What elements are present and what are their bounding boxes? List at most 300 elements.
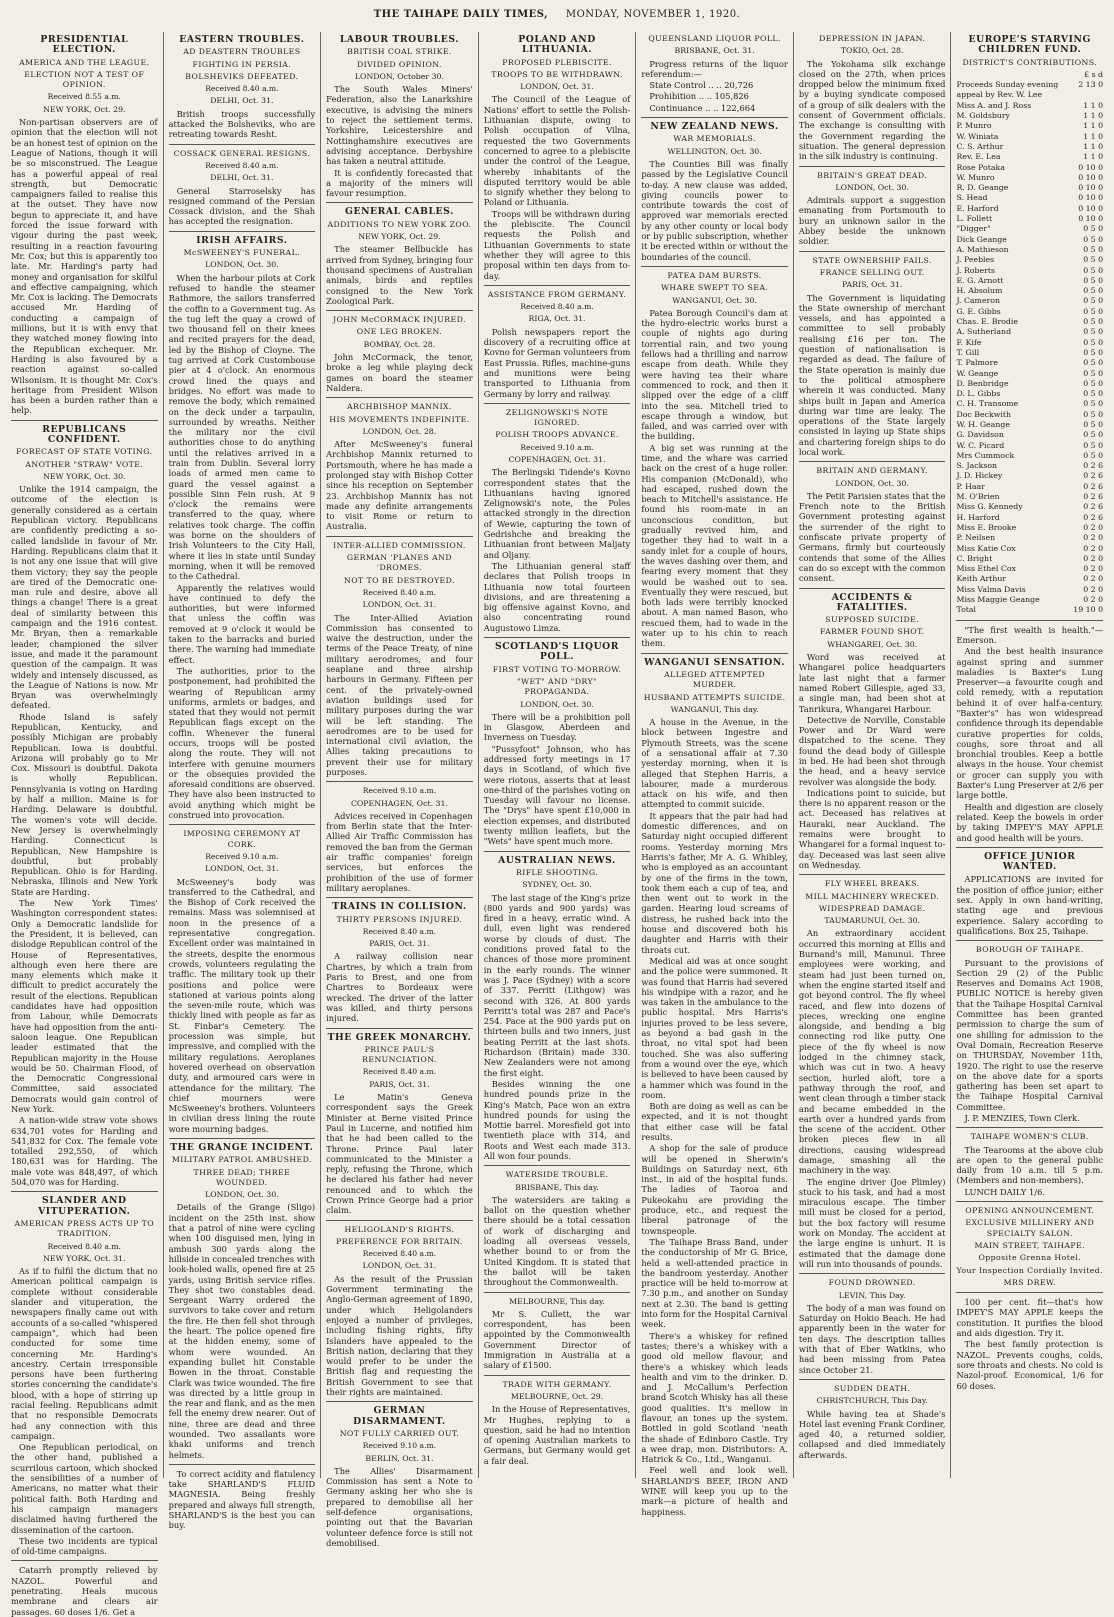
article-paragraph: While having tea at Shade's Hotel last evening Frank Cordiner, aged 40, a returned soldier, collapsed and died immediately afterwards. [798, 1408, 946, 1460]
article-subheading: INTER-ALLIED COMMISSION. [333, 540, 466, 550]
article-paragraph: The Tearooms at the above club are open to the general public daily from 10 a.m. till 5 p.m. (Members and non-members). [956, 1144, 1104, 1186]
contributor-name: Miss Katie Cox [956, 543, 1016, 553]
dateline: PARIS, Oct. 31. [369, 939, 430, 949]
ledger-row [956, 80, 1103, 101]
article [956, 35, 1103, 616]
article-paragraph: "Pussyfoot" Johnson, who has addressed forty meetings in 17 days in Scotland, of which five were riotous, asserts that at least one-third of the parishes voting on Tuesday will favour no license. The "Drys" have spent £10,000 in election expenses, and distributed twenty million leaflets, but the "Wets" have spent much more. [483, 743, 631, 847]
article-subheading: HUSBAND ATTEMPTS SUICIDE. [643, 692, 786, 702]
issue-date: MONDAY, NOVEMBER 1, 1920. [565, 9, 741, 20]
article-headline: TRAINS IN COLLISION. [332, 901, 467, 913]
contributor-name: T. Palmore [956, 358, 998, 368]
article-subheading: FIGHTING IN PERSIA. [192, 59, 292, 69]
dateline: PARIS, Oct. 31. [841, 280, 903, 290]
contributor-name: W. C. Picard [956, 440, 1005, 450]
divider-rule [956, 1292, 1103, 1293]
contribution-amount: 1 1 0 [1083, 111, 1104, 121]
article-subheading: TAIHAPE WOMEN'S CLUB. [970, 1132, 1089, 1142]
contributor-name: P. Munro [956, 121, 992, 131]
contribution-amount: 0 2 0 [1083, 543, 1104, 553]
contributor-name: C. H. Transome [956, 399, 1019, 409]
article-paragraph: APPLICATIONS are invited for the position of office junior; either sex. Apply in own hand-writing, stating age and previous experience. Salary according to qualifications. Box 25, Taihape. [956, 874, 1104, 936]
ledger-row [956, 317, 1103, 327]
divider-rule [956, 847, 1103, 848]
article-paragraph: As the result of the Prussian Government terminating the Anglo-German agreement of 1890, under which Heligolanders enjoyed a number of privileges, including fishing rights, fifty Islanders have appealed to the British nation, declaring that they would prefer to be under the British flag and requesting the British Government to see that their rights are maintained. [326, 1273, 473, 1398]
article-paragraph: Le Matin's Geneva correspondent says the Greek Minister at Berne visited Prince Paul in Lucerne, and notified him that he had been called to the Throne. Prince Paul later communicated to the Minister a reply, refusing the Throne, which he declared his father had never renounced and to which the Crown Prince George had a prior claim. [326, 1092, 473, 1216]
dateline: DELHI, Oct. 31. [210, 173, 274, 183]
column [951, 32, 1108, 1478]
article-paragraph: And the best health insurance against spring and summer maladies is Baxter's Lung Preserver—a favourite cough and cold remedy, with a reputation behind it of over half-a-century. "Baxter's" has won widespread confidence through its dependable curative properties for colds, coughs, sore throat and all bronchial troubles. Keep a bottle always in the house. Your chemist or grocer can supply you with Baxter's Lung Preserver at 2/6 per large bottle. [956, 646, 1104, 801]
article-paragraph: Indications point to suicide, but there is no apparent reason or the act. Deceased has relatives at Hauraki, near Auckland. The remains were brought to Whangarei for a formal inquest to-day. Deceased was last seen alive on Wednesday. [798, 787, 946, 870]
divider-rule [326, 1401, 473, 1402]
contribution-amount: 0 10 0 [1078, 172, 1104, 182]
article [169, 1464, 316, 1531]
contribution-amount: 0 5 0 [1083, 244, 1104, 254]
contributor-name: E. Harford [956, 203, 999, 213]
article-paragraph: Details of the Grange (Sligo) incident on the 25th inst. show that a patrol of nine were cycling when 100 disguised men, lying in ambush 300 yards along the hillside in concealed trenches with look-holed walls, opened fire at 25 yards, using British service rifles. They shot two constables dead. Sergeant Warry ordered the survivors to take cover and return the fire. He then fell shot through the heart. The police opened fire at the hidden enemy, some of whom were wounded. An expanding bullet hit Constable Bowen in the throat. Constable Clark was twice wounded. The fire was directed by a little group in the rear and flank, and as the men fell the enemy drew nearer. Out of nine, three are dead and three wounded. Two assailants wore khaki uniforms and trench helmets. [168, 1202, 316, 1460]
dateline: LONDON, Oct. 30. [520, 699, 594, 709]
contribution-amount: 0 5 0 [1083, 450, 1104, 460]
contributor-name: M. Goldsbury [956, 111, 1010, 121]
contributor-name: W. Munro [956, 172, 995, 182]
ledger-row [956, 574, 1103, 584]
contribution-amount: 0 10 0 [1078, 193, 1104, 203]
received-time: Received 8.40 a.m. [362, 1067, 437, 1077]
contributor-name: Mrs Cummock [956, 450, 1015, 460]
ledger-row [956, 369, 1103, 379]
article [641, 653, 788, 1517]
contribution-amount: 0 5 0 [1083, 296, 1104, 306]
ledger-row [956, 132, 1103, 142]
article [799, 251, 946, 458]
article-paragraph: Unlike the 1914 campaign, the outcome of the election is generally considered as a certain Republican victory. Republicans are confidently predicting a so-called landslide in favour of Mr. Harding. Republicans claim that it is not any one issue that will give them victory; they say the people are tired of the Democratic one-man rule and desire, above all things a change! There is a great deal of similarity between this campaign and the 1916 contest. Mr. Bryan, then a remarkable leader, championed the silver issue, and made it the paramount question of the campaign. It was widely and intensely discussed, as the League of Nations is now. Mr Bryan was overwhelmingly defeated. [11, 484, 158, 711]
article [169, 144, 316, 227]
received-time: Received 9.10 a.m. [520, 442, 594, 452]
article [956, 620, 1103, 843]
ledger-row [956, 544, 1103, 554]
contributor-name: C. S. Arthur [956, 141, 1004, 151]
divider-rule [484, 1375, 631, 1376]
dateline: LONDON, October 30. [354, 71, 444, 81]
contribution-amount: 0 5 0 [1083, 409, 1104, 419]
dateline: LONDON, Oct. 28. [362, 426, 437, 436]
contribution-amount: 0 5 0 [1083, 440, 1104, 450]
article-subheading: AMERICAN PRESS ACTS UP TO TRADITION. [14, 1218, 155, 1239]
article-paragraph: Both are doing as well as can be expected, and it is not thought that either case will be fatal results. [641, 1101, 788, 1142]
contributor-name: C. Bright [956, 553, 993, 563]
article-paragraph: Admirals support a suggestion emanating from Portsmouth to bury an unknown sailor in the Abbey beside the unknown soldier. [798, 195, 946, 247]
contribution-amount: 0 5 0 [1083, 358, 1104, 368]
divider-rule [326, 202, 473, 203]
article-headline: SLANDER AND VITUPERATION. [38, 1195, 131, 1217]
contribution-amount: 0 5 0 [1083, 389, 1104, 399]
divider-rule [169, 144, 316, 145]
dateline: WANGANUI, This day. [670, 704, 759, 714]
dateline: NEW YORK, Oct. 29. [43, 104, 126, 114]
contribution-amount: 0 2 6 [1083, 502, 1104, 512]
article-paragraph: The steamer Bellbuckle has arrived from Sydney, bringing four thousand specimens of Australian animals, birds and reptiles consigned to the New York Zoological Park. [326, 244, 473, 306]
divider-rule [799, 461, 946, 462]
article-subheading: FARMER FOUND SHOT. [819, 627, 925, 637]
article-subheading: MILL MACHINERY WRECKED. [805, 891, 940, 901]
article [799, 874, 946, 1269]
article-paragraph: The watersiders are taking a ballot on the question whether there should be a total cessation of work of discharging and loading all overseas vessels, whether bound to or from the United Kingdom. It is stated that the ballot will be taken throughout the Commonwealth. [483, 1194, 631, 1288]
article [799, 34, 946, 162]
article-subheading: FIRST VOTING TO-MORROW. [492, 664, 622, 674]
article-paragraph: Troops will be withdrawn during the plebiscite. The Council requests the Polish and Lithuanian Governments to state whether they will agree to this proposal within ten days from to-day. [483, 208, 631, 281]
article-paragraph: Catarrh promptly relieved by NAZOL. Powerful and penetrating. Heals mucous membrane and clears air passages. 60 doses 1/6. Get a [11, 1565, 158, 1617]
dateline: TOKIO, Oct. 28. [840, 46, 904, 56]
contributor-name: J. Cameron [956, 296, 1001, 306]
dateline: MELBOURNE, This day. [509, 1296, 605, 1306]
dateline: BRISBANE, This day. [515, 1182, 599, 1192]
ledger-row [956, 266, 1103, 276]
article-subheading: ANOTHER "STRAW" VOTE. [25, 459, 144, 469]
total-amount: 19 10 0 [1073, 605, 1104, 615]
dateline: LONDON, Oct. 31. [205, 864, 279, 874]
article-paragraph: The New York Times' Washington correspondent states: Only a Democratic landslide for the President, it is believed, can dislodge Republican control of the House of Representatives, although even here there are many elements which make it difficult to predict accurately the result of the elections. Republican candidates have had opposition from Labour, while Democrats have had opposition from the anti-saloon league. One Republican leader estimated that the Republican majority in the House would be 50. Chairman Flood, of the Democratic Congressional Committee, said associated Democrats would gain control of New York. [11, 898, 158, 1114]
article-paragraph: In the House of Representatives, Mr Hughes, replying to a question, said he had no intention of opening Australian markets to Germans, but Germany would get a fair deal. [483, 1404, 631, 1466]
article [326, 1401, 473, 1548]
article-subheading: WATERSIDE TROUBLE. [505, 1170, 609, 1180]
contributor-name: Chas. E. Brodie [956, 317, 1018, 327]
article [799, 1379, 946, 1460]
contribution-amount: 0 5 0 [1083, 399, 1104, 409]
article-paragraph: The last stage of the King's prize (800 yards and 900 yards) was fired in a heavy, erratic wind. A dull, even light was rendered worse by clouds of dust. The conditions proved fatal to the chances of those more prominent in the early rounds. The winner was J. Pace (Sydney) with a score of 337. Perritt (Lithgow) was second with 326. At 800 yards Perritt's total was 287 and Pace's 254. Pace at the 900 yards put on thirteen bulls and two inners, just beating Perritt at the last shots. Richardson (Britain) made 330. New Zealanders were not among the first eight. [483, 892, 631, 1078]
received-time: Received 9.10 a.m. [362, 786, 437, 796]
contributor-name: Dick Geange [956, 234, 1007, 244]
article [169, 824, 316, 1134]
dateline: PARIS, Oct. 31. [369, 1079, 430, 1089]
ledger-row [956, 471, 1103, 481]
article-paragraph: Besides winning the one hundred pounds prize in the King's Match, Pace won an extra hundred pounds for using the Mottie barrel. Moresfield got into twentieth place with 314, and Roots and West each made 313. All won four pounds. [483, 1078, 631, 1161]
ledger-row [956, 420, 1103, 430]
dateline: BOMBAY, Oct. 28. [363, 339, 436, 349]
article-subheading: FORECAST OF STATE VOTING. [16, 447, 153, 457]
contributor-name: Rose Potaka [956, 162, 1005, 172]
divider-rule [169, 231, 316, 232]
article [169, 1138, 316, 1460]
column [636, 32, 794, 1517]
article-paragraph: The best family protection is NAZOL. Prevents coughs, colds, sore throats and chests. No cold is Nazol-proof. Economical, 1/6 for 60 doses. [956, 1339, 1104, 1391]
divider-rule [799, 166, 946, 167]
ledger-row [956, 441, 1103, 451]
divider-rule [484, 285, 631, 286]
dateline: LONDON, Oct. 30. [205, 260, 279, 270]
article-headline: GERMAN DISARMAMENT. [353, 1405, 446, 1427]
contributor-name: Miss Ethel Cox [956, 564, 1016, 574]
article [799, 166, 946, 247]
ledger-row [956, 430, 1103, 440]
ledger-row [956, 513, 1103, 523]
article-paragraph: The Petit Parisien states that the French note to the British Government protesting against the surrender of the right to confiscate private property of Germans, firmly but courteously contends that some of the Allies can do so except with the common consent. [798, 490, 946, 584]
contribution-amount: 0 5 0 [1083, 419, 1104, 429]
divider-rule [799, 251, 946, 252]
received-time: Received 8.40 a.m. [205, 84, 279, 94]
divider-rule [799, 874, 946, 875]
contributor-name: "Digger" [956, 224, 991, 234]
contribution-amount: 0 2 0 [1083, 595, 1104, 605]
article [326, 1028, 473, 1216]
article-paragraph: Pursuant to the provisions of Section 29 (2) of the Public Reserves and Domains Act 1908, PUBLIC NOTICE is hereby given that the Taihape Hospital Carnival Committee has been granted permission to charge the sum of one shilling for admission to the Oval Domain, Recreation Reserve on THURSDAY, November 11th, 1920. The right to use the reserve on the above date for a sports gathering has been set apart to the Taihape Hospital Carnival Committee. [956, 957, 1104, 1112]
contribution-amount: 1 1 0 [1083, 100, 1104, 110]
divider-rule [484, 637, 631, 638]
article-subheading: WIDESPREAD DAMAGE. [818, 903, 926, 913]
article-paragraph: Non-partisan observers are of opinion that the election will not be an honest test of opinion on the League of Nations, though it will be so misconstrued. The League has a powerful appeal of real strength, but Democratic campaigners failed to realise this at the outset. They have now begun to appreciate it, and have forced the issue forward with vigour during the past week, resulting in a reaction favouring Mr. Cox; but this is apparently too late. Mr. Harding's party had money and organisation for skilful and effective campaigning, which Mr. Cox is lacking. The Democrats accused Mr. Harding of conducting a campaign of millions, but it is with envy that they watched money flowing into the Republican exchequer. Mr. Harding is also favoured by a reaction against so-called Wilsonism. It is thought Mr. Cox's heritage from President Wilson has been a burden rather than a help. [11, 117, 158, 416]
article [956, 847, 1103, 936]
article-paragraph: Apparently the relatives would have continued to defy the authorities, but were informed that unless the coffin was removed at 9 o'clock it would be taken to the barracks and buried there. The warning had immediate effect. [168, 582, 316, 665]
ledger-row [956, 482, 1103, 492]
newspaper-page [6, 32, 1108, 1617]
article-subheading: POLISH TROOPS ADVANCE. [495, 430, 619, 440]
dateline: RIGA, Oct. 31. [528, 314, 586, 324]
divider-rule [799, 588, 946, 589]
contribution-amount: 1 1 0 [1083, 131, 1104, 141]
ledger-total [956, 605, 1103, 615]
divider-rule [799, 1273, 946, 1274]
contributor-name: P. Haar [956, 481, 985, 491]
received-time: Received 9.10 a.m. [205, 851, 279, 861]
article-headline: IRISH AFFAIRS. [196, 234, 288, 246]
article-paragraph: Medical aid was at once sought and the police were summoned. It was found that Harris had severed his windpipe with a razor, and he was taken in the ambulance to the public hospital. Mrs Harris's injuries proved to be less severe, as beyond a bad gash in the throat, no vital spot had been touched. She was also suffering from a wound over the eye, which is believed to have been caused by a hammer which was found in the room. [641, 955, 788, 1100]
contribution-amount: 0 5 0 [1083, 234, 1104, 244]
article-subheading: SUDDEN DEATH. [834, 1383, 911, 1393]
article-paragraph: When the harbour pilots at Cork refused to handle the steamer Rathmore, the sailors transferred the coffin to a Government tug. As the tug left the quay a crowd of two thousand fell on their knees and recited prayers for the dead, led by the Bishop of Cloyne. The tug arrived at Cork Custombouse pier at 4 o'clock. An enormous crowd lined the quays and bridges. No effort was made to remove the body, which remained on the deck under a tarpaulin, surrounded by wreaths. Neither the military nor the civil authorities chose to do anything until the relatives arrived in a train from Dublin. Several lorry loads of armed men came to guard the vessel against a possible Sinn Fein rush. At 9 o'clock the remains were transferred to the quay, where relatives took charge. The coffin was borne on the shoulders of Irish Volunteers to the City Hall, where it lies in state until Sunday morning, when it will be removed to the Cathedral. [168, 272, 316, 582]
article-headline: THE GRANGE INCIDENT. [170, 1141, 314, 1153]
article-subheading: QUEENSLAND LIQUOR POLL. [648, 34, 781, 43]
ledger-row [956, 245, 1103, 255]
article-paragraph: LUNCH DAILY 1/6. [964, 1186, 1046, 1197]
contribution-amount: 0 2 0 [1083, 522, 1104, 532]
contributor-name: W. Geange [956, 368, 999, 378]
contribution-amount: 0 5 0 [1083, 327, 1104, 337]
contributor-name: J. D. Hickey [956, 471, 1003, 481]
article [326, 202, 473, 306]
dateline: NEW YORK, Oct. 31. [43, 1253, 126, 1263]
contribution-amount: 0 5 0 [1083, 368, 1104, 378]
contributor-name: S. Head [956, 193, 988, 203]
article-subheading: FOUND DROWNED. [828, 1278, 916, 1288]
article [326, 1220, 473, 1398]
newspaper-title: THE TAIHAPE DAILY TIMES, [373, 9, 549, 20]
ledger-row [956, 276, 1103, 286]
column [6, 32, 164, 1617]
article-subheading: NOT FULLY CARRIED OUT. [339, 1428, 460, 1438]
article-paragraph: These two incidents are typical of old-time campaigns. [11, 1535, 158, 1557]
contributor-name: Miss G. Kennedy [956, 502, 1023, 512]
article [956, 1201, 1103, 1288]
ledger-row [956, 585, 1103, 595]
contribution-amount: 1 1 0 [1083, 121, 1104, 131]
contributor-name: F. Kife [956, 337, 982, 347]
article-paragraph: State Control .. .. 20,726 [649, 80, 754, 91]
dateline: WHANGAREI, Oct. 30. [827, 639, 918, 649]
contributor-name: J. Peebles [956, 255, 995, 265]
article-paragraph: The Inter-Allied Aviation Commission has consented to waive the destruction, under the terms of the Peace Treaty, of nine military aerodromes, and four seaplane and three airship harbours in Germany. Fifteen per cent. of the privately-owned aviation buildings used for military purposes during the war will be left standing. The aerodromes are to be used for international civil aviation, the Allies taking precautions to prevent their use for military purposes. [326, 612, 473, 777]
article-subheading: AMERICA AND THE LEAGUE. [19, 57, 150, 67]
total-label: Total [956, 605, 977, 615]
article [484, 35, 631, 281]
ledger-row [956, 533, 1103, 543]
contributor-name: G. E. Gibbs [956, 306, 1001, 316]
article [11, 35, 158, 416]
article-subheading: ADDITIONS TO NEW YORK ZOO. [327, 219, 472, 229]
ledger-row [956, 173, 1103, 183]
article-paragraph: The Taihape Brass Band, under the conductorship of Mr G. Brice, held a well-attended practice in the bandroom yesterday. Another practice will be held to-morrow at 7.30 p.m., and another on Sunday next at 2.30. The band is getting into form for the Hospital Carnival week. [641, 1236, 788, 1330]
article [641, 117, 788, 262]
article [799, 1273, 946, 1375]
contributor-name: P. Neilsen [956, 533, 996, 543]
article-subheading: EXCLUSIVE MILLINERY AND SPECIALTY SALON. [965, 1218, 1095, 1238]
article-subheading: ELECTION NOT A TEST OF OPINION. [24, 69, 145, 90]
dateline: WANGANUI, Oct. 30. [672, 295, 757, 305]
contribution-amount: 0 5 0 [1083, 317, 1104, 327]
article-paragraph: The body of a man was found on Saturday on Hokio Beach. He had apparently been in the water for ten days. The description tallies with that of Eber Watkins, who had been missing from Patea since October 21. [798, 1302, 946, 1375]
contribution-amount: 0 2 0 [1083, 533, 1104, 543]
contributor-name: R. D. Geange [956, 183, 1009, 193]
divider-rule [11, 1560, 158, 1561]
article [484, 1375, 631, 1466]
dateline: LONDON, Oct. 30. [835, 478, 909, 488]
article [956, 940, 1103, 1123]
contribution-amount: 1 1 0 [1083, 141, 1104, 151]
contribution-amount: 0 2 0 [1083, 553, 1104, 563]
article-paragraph: Continuance .. .. 122,664 [649, 102, 756, 113]
contribution-amount: 0 5 0 [1083, 347, 1104, 357]
contribution-amount: 0 10 0 [1078, 183, 1104, 193]
article-paragraph: The Yokohama silk exchange closed on the 27th, when prices dropped below the minimum fixed by a buying syndicate composed of a group of silk dealers with the consent of Government officials. The exchange is consulting with the Government regarding the situation. The general depression in the silk industry is continuing. [798, 58, 946, 162]
contributor-name: L. Follett [956, 214, 993, 224]
dateline: BERLIN, Oct. 31. [365, 1453, 434, 1463]
article-subheading: PATEA DAM BURSTS. [667, 270, 762, 280]
article-subheading: HELIGOLAND'S RIGHTS. [344, 1224, 455, 1234]
article-paragraph: British troops successfully attacked the Bolsheviks, who are retreating towards Resht. [168, 108, 316, 140]
ledger-row [956, 554, 1103, 564]
article [11, 1560, 158, 1616]
contributor-name: Rev. E. Lea [956, 152, 1001, 162]
contribution-amount: 0 2 6 [1083, 512, 1104, 522]
contribution-amount: 0 2 6 [1083, 461, 1104, 471]
article-headline: REPUBLICANS CONFIDENT. [42, 423, 127, 445]
contributor-name: H. Harford [956, 512, 1000, 522]
article-subheading: MAIN STREET, TAIHAPE. [974, 1240, 1086, 1250]
article [799, 461, 946, 583]
article-subheading: Opposite Grenna Hotel. [978, 1253, 1082, 1263]
ledger-row [956, 327, 1103, 337]
article-subheading: SUPPOSED SUICIDE. [825, 615, 920, 625]
article-subheading: FLY WHEEL BREAKS. [824, 879, 920, 889]
article-subheading: HIS MOVEMENTS INDEFINITE. [329, 414, 470, 424]
ledger-row [956, 451, 1103, 461]
article [484, 851, 631, 1162]
article-subheading: RIFLE SHOOTING. [515, 867, 599, 877]
article-subheading: IMPOSING CEREMONY AT CORK. [183, 829, 301, 849]
article-paragraph: A nation-wide straw vote shows 634,701 votes for Harding and 541,832 for Cox. The female vote totalled 292,550, of which 180,631 was for Harding. The male vote was 848,497, of which 504,070 was for Harding. [11, 1115, 158, 1188]
currency-columns: £ s d [1084, 69, 1104, 79]
article-subheading: JOHN McCORMACK INJURED. [332, 315, 466, 325]
article-subheading: DISTRICT'S CONTRIBUTIONS. [962, 57, 1098, 67]
article-paragraph: A house in the Avenue, in the block between Ingestre and Plymouth Streets, was the scene of a sensational affair at 7.30 yesterday morning, when it is alleged that Stephen Harris, a labourer, made a murderous attack on his wife, and then attempted to commit suicide. [641, 717, 788, 810]
article-paragraph: There's a whiskey for refined tastes; there's a whiskey with a good old mellow flavour, and there's a whiskey which leads health and vim to the drinker. D. and J. McCallum's Perfection brand Scotch Whisky has all these good qualities. It's mellow in flavour, an tones up the system. Bottled in gold Scotland 'neath the shade of Edinboro Castle. Try a wee drap, mon. Distributors: A. Hatrick & Co., Ltd., Wanganui. [641, 1330, 788, 1465]
article-headline: THE GREEK MONARCHY. [327, 1031, 472, 1043]
article-paragraph: Polish newspapers report the discovery of a recruiting office at Kovno for German volunteers from East Prussia. Rifles, machine-guns and munitions were being transported to Lithuania from Germany by lorry and railway. [483, 326, 631, 399]
article-paragraph: To correct acidity and flatulency take SHARLAND'S FLUID MAGNESIA. Being freshly prepared and always full strength, SHARLAND'S is the best you can buy. [168, 1468, 316, 1531]
ledger-row [956, 595, 1103, 605]
contributor-name: D. L. Gibbs [956, 389, 1001, 399]
article [641, 34, 788, 113]
dateline: LONDON, Oct. 31. [362, 1261, 437, 1271]
divider-rule [169, 1138, 316, 1139]
article-paragraph: It is confidently forecasted that a majority of the miners will favour resumption. [326, 167, 473, 199]
article-headline: PRESIDENTIAL ELECTION. [40, 34, 129, 56]
contribution-amount: 0 5 0 [1083, 286, 1104, 296]
article [484, 403, 631, 633]
article-subheading: PREFERENCE FOR BRITAIN. [336, 1236, 463, 1246]
contribution-amount: 0 10 0 [1078, 203, 1104, 213]
article-paragraph: General Starroselsky has resigned command of the Persian Cossack division, and the Shah has accepted the resignation. [168, 185, 316, 227]
divider-rule [326, 1220, 473, 1221]
contribution-amount: 0 5 0 [1083, 306, 1104, 316]
article-paragraph: The Berlingski Tidende's Kovno correspondent states that the Lithuanians having ignored Zelignowski's note, the Poles attacked strongly in the direction of Wewie, capturing the town of Gedrishche and breaking the Lithuanian front between Maljaty and Oljany. [483, 467, 631, 560]
ledger-row [956, 502, 1103, 512]
article-paragraph: Rhode Island is safely Republican, Kentucky, and possibly Michigan are probably Republican. Iowa is doubtful. Arizona will probably go to Mr Cox. Missouri is doubtful. Dakota is wholly Republican. Pennsylvania is voting on Harding by half a million. Maine is for Harding. Delaware is doubtful. The women's vote will decide. New Jersey is overwhelmingly Harding. Connecticut is Republican, New Hampshire is doubtful, but probably Republican. Ohio is for Harding. Nebraska, Illinois and New York State are Harding. [11, 711, 158, 897]
contributor-name: Miss E. Brooke [956, 522, 1017, 532]
dateline: LEVIN, This Day. [838, 1290, 906, 1300]
article-subheading: THIRTY PERSONS INJURED. [336, 914, 463, 924]
article [169, 35, 316, 140]
article-subheading: Your Inspection Cordially Invited. [956, 1265, 1103, 1275]
contributor-name: A. Mathieson [956, 244, 1009, 254]
divider-rule [484, 1292, 631, 1293]
column [479, 32, 637, 1478]
article-paragraph: A big set was running at the time, and the whare was carried back on the crest of a huge roller. His companion (McDonald), who had escaped, rushed down the beach to Mitchell's assistance. He found his room-mate in an unconscious condition, but gradually revived him, and together they had to wait in a sandy inlet for a couple of hours, the waves dashing over them, and fearing every moment that they would be washed out to sea. Eventually they were rescued, but both lads were terribly knocked about. A man named Bason, who rescued them, had to wade in the water up to his chin to reach them. [641, 442, 788, 649]
article-subheading: ARCHBISHOP MANNIX. [346, 402, 452, 412]
article [956, 1292, 1103, 1391]
contributions-ledger [956, 70, 1103, 616]
article-subheading: FRANCE SELLING OUT. [819, 267, 925, 277]
received-time: Received 9.10 a.m. [362, 1441, 437, 1451]
divider-rule [326, 781, 473, 782]
article-paragraph: The Counties Bill was finally passed by the Legislative Council to-day. A new clause was added, giving councils power to contribute towards the cost of approved war memorials erected by any other county or local body or by public subscription, whether it be erected within or without the boundaries of the council. [641, 158, 788, 262]
masthead [0, 0, 1114, 30]
ledger-row [956, 193, 1103, 203]
divider-rule [641, 266, 788, 267]
article-subheading: WHARE SWEPT TO SEA. [660, 283, 769, 293]
article-paragraph: The engine driver (Joe Plimley) stuck to his task, and had a most miraculous escape. The timber mill must be closed for a period, but the box factory will resume work on Monday. The accident at the large engine is unhurt. It is estimated that the damage done will run into thousands of pounds. [798, 1176, 946, 1269]
received-time: Received 8.40 a.m. [520, 302, 594, 312]
article [326, 781, 473, 893]
article-paragraph: John McCormack, the tenor, broke a leg while playing deck games on board the steamer Naldera. [326, 352, 473, 393]
divider-rule [956, 1127, 1103, 1128]
article-subheading: PRINCE PAUL'S RENUNCIATION. [362, 1044, 437, 1065]
article [326, 897, 473, 1023]
article-paragraph: J. P. MENZIES, Town Clerk. [964, 1112, 1080, 1123]
ledger-row [956, 224, 1103, 234]
article-headline: GENERAL CABLES. [345, 206, 454, 218]
column [321, 32, 479, 1548]
dateline: COPENHAGEN, Oct. 31. [508, 454, 606, 464]
contributor-name: E. G. Arnott [956, 275, 1004, 285]
article [484, 1292, 631, 1371]
contribution-amount: 0 5 0 [1083, 337, 1104, 347]
article [169, 231, 316, 821]
dateline: SYDNEY, Oct. 30. [522, 880, 592, 890]
article-paragraph: The Council of the League of Nations' effort to settle the Polish-Lithuanian dispute, owing to Polish occupation of Vilna, requested the two Governments concerned to agree to a plebiscite under the control of the League, whereby inhabitants of the disputed territory would be able to signify whether they belong to Poland or Lithuania. [483, 94, 631, 208]
contributor-name: Miss Maggie Geange [956, 595, 1040, 605]
ledger-row [956, 410, 1103, 420]
contributor-name: M. O'Brien [956, 492, 1000, 502]
dateline: LONDON, Oct. 30. [205, 1190, 279, 1200]
ledger-row [956, 163, 1103, 173]
